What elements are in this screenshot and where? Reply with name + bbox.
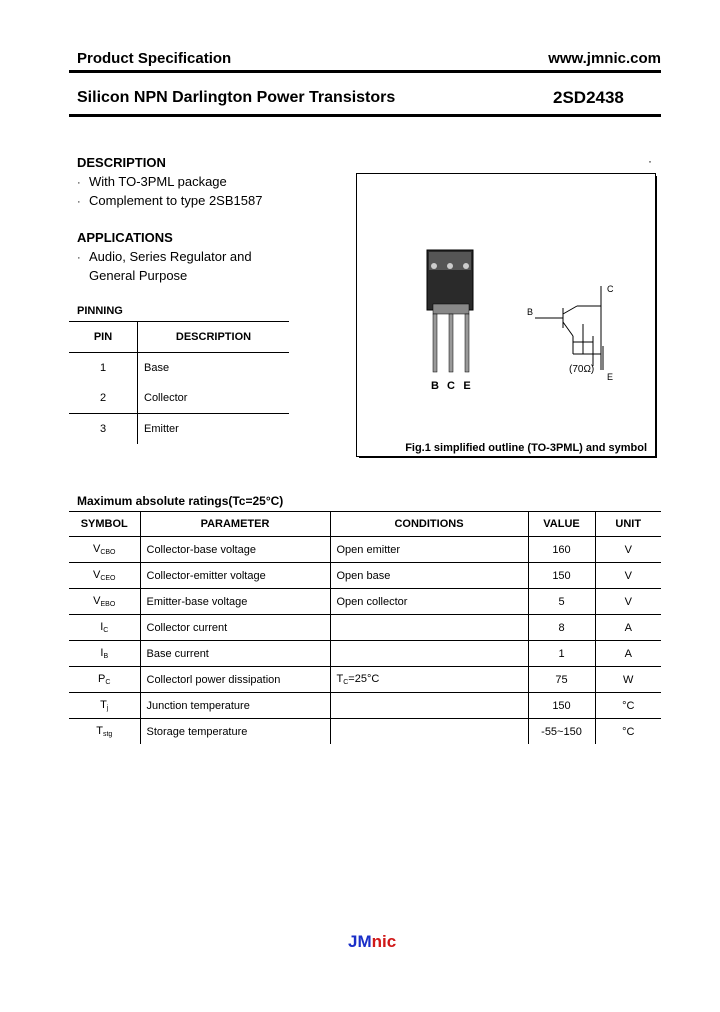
unit-cell: V xyxy=(595,537,661,563)
footer-brand xyxy=(348,932,396,952)
description-title: DESCRIPTION xyxy=(77,155,166,170)
figure-drawing xyxy=(357,174,655,456)
unit-cell: °C xyxy=(595,719,661,745)
col-symbol: SYMBOL xyxy=(69,512,140,537)
table-row xyxy=(69,615,661,641)
website-label: www.jmnic.com xyxy=(548,50,661,67)
pinning-title: PINNING xyxy=(77,305,123,317)
col-value: VALUE xyxy=(528,512,595,537)
header-rule-top xyxy=(69,70,661,73)
applications-item: · Audio, Series Regulator and xyxy=(77,247,252,268)
bullet-icon: · xyxy=(77,252,81,264)
unit-cell: W xyxy=(595,667,661,693)
symbol-cell: $T_j$ xyxy=(69,693,140,719)
ratings-header-row xyxy=(69,512,661,537)
outline-pin-label-b: B xyxy=(431,380,439,392)
conditions-cell xyxy=(330,641,528,667)
subtitle: Silicon NPN Darlington Power Transistors xyxy=(77,89,396,106)
symbol-cell: $V_{EBO}$ xyxy=(69,589,140,615)
description-item: · Complement to type 2SB1587 xyxy=(77,191,262,212)
value-cell: 150 xyxy=(528,563,595,589)
brand-jm: JM xyxy=(348,932,372,951)
symbol-label-e: E xyxy=(607,372,614,382)
pin-number: 3 xyxy=(69,414,138,445)
figure-caption: Fig.1 simplified outline (TO-3PML) and symbol xyxy=(405,442,647,454)
col-parameter: PARAMETER xyxy=(140,512,330,537)
symbol-label-b: B xyxy=(527,307,534,317)
table-row xyxy=(69,641,661,667)
unit-cell: °C xyxy=(595,693,661,719)
table-row xyxy=(69,537,661,563)
table-row xyxy=(69,719,661,745)
outline-pin-label-e: E xyxy=(463,380,471,392)
pin-description: Emitter xyxy=(144,423,179,435)
value-cell: 8 xyxy=(528,615,595,641)
col-conditions: CONDITIONS xyxy=(330,512,528,537)
unit-cell: A xyxy=(595,615,661,641)
applications-item: General Purpose xyxy=(89,268,188,283)
conditions-cell xyxy=(330,615,528,641)
pin-header: PIN xyxy=(69,322,138,353)
parameter-cell: Collector-base voltage xyxy=(140,537,330,563)
parameter-cell: Junction temperature xyxy=(140,693,330,719)
value-cell: 1 xyxy=(528,641,595,667)
pin-description: Base xyxy=(144,362,170,374)
parameter-cell: Collector current xyxy=(140,615,330,641)
pin-number: 1 xyxy=(69,353,138,384)
brand-nic: nic xyxy=(371,932,397,951)
ratings-title: Maximum absolute ratings(Tc=25°C) xyxy=(77,494,284,508)
unit-cell: V xyxy=(595,563,661,589)
description-item: · With TO-3PML package xyxy=(77,172,227,193)
conditions-cell xyxy=(330,693,528,719)
table-row xyxy=(69,693,661,719)
figure-shadow-right xyxy=(655,176,657,458)
table-row xyxy=(69,383,289,414)
parameter-cell: Emitter-base voltage xyxy=(140,589,330,615)
package-outline-icon xyxy=(427,250,473,372)
symbol-cell: $V_{CEO}$ xyxy=(69,563,140,589)
symbol-cell: $I_C$ xyxy=(69,615,140,641)
col-unit: UNIT xyxy=(595,512,661,537)
table-row xyxy=(69,667,661,693)
table-row xyxy=(69,414,289,445)
pinning-table xyxy=(69,321,289,444)
symbol-cell: $P_C$ xyxy=(69,667,140,693)
header-rule-bottom xyxy=(69,114,661,117)
value-cell: 75 xyxy=(528,667,595,693)
pin-desc-header: DESCRIPTION xyxy=(138,322,290,353)
value-cell: 160 xyxy=(528,537,595,563)
value-cell: 150 xyxy=(528,693,595,719)
parameter-cell: Base current xyxy=(140,641,330,667)
resistor-label: (70Ω) xyxy=(569,364,595,375)
symbol-cell: $T_{stg}$ xyxy=(69,719,140,745)
pin-description: Collector xyxy=(138,383,290,414)
conditions-cell: Open base xyxy=(330,563,528,589)
conditions-cell: $T_C=25^\circ C$ xyxy=(330,667,528,693)
parameter-cell: Collector-emitter voltage xyxy=(140,563,330,589)
conditions-cell: Open emitter xyxy=(330,537,528,563)
figure-corner-mark: · xyxy=(648,154,652,168)
table-row xyxy=(69,353,289,384)
symbol-label-c: C xyxy=(607,284,614,294)
bullet-icon: · xyxy=(77,196,81,208)
bullet-icon: · xyxy=(77,177,81,189)
unit-cell: A xyxy=(595,641,661,667)
table-row xyxy=(69,563,661,589)
darlington-symbol-icon xyxy=(535,286,603,370)
applications-title: APPLICATIONS xyxy=(77,230,173,245)
unit-cell: V xyxy=(595,589,661,615)
table-row xyxy=(69,589,661,615)
ratings-table xyxy=(69,511,661,744)
symbol-cell: $I_B$ xyxy=(69,641,140,667)
value-cell: -55~150 xyxy=(528,719,595,745)
parameter-cell: Collectorl power dissipation xyxy=(140,667,330,693)
parameter-cell: Storage temperature xyxy=(140,719,330,745)
part-number: 2SD2438 xyxy=(553,88,624,107)
value-cell: 5 xyxy=(528,589,595,615)
symbol-cell: $V_{CBO}$ xyxy=(69,537,140,563)
figure-box xyxy=(356,173,656,457)
product-spec-label: Product Specification xyxy=(77,50,232,67)
conditions-cell: Open collector xyxy=(330,589,528,615)
pin-number: 2 xyxy=(69,383,138,414)
conditions-cell xyxy=(330,719,528,745)
outline-pin-label-c: C xyxy=(447,380,455,392)
figure-shadow-bottom xyxy=(359,456,657,458)
